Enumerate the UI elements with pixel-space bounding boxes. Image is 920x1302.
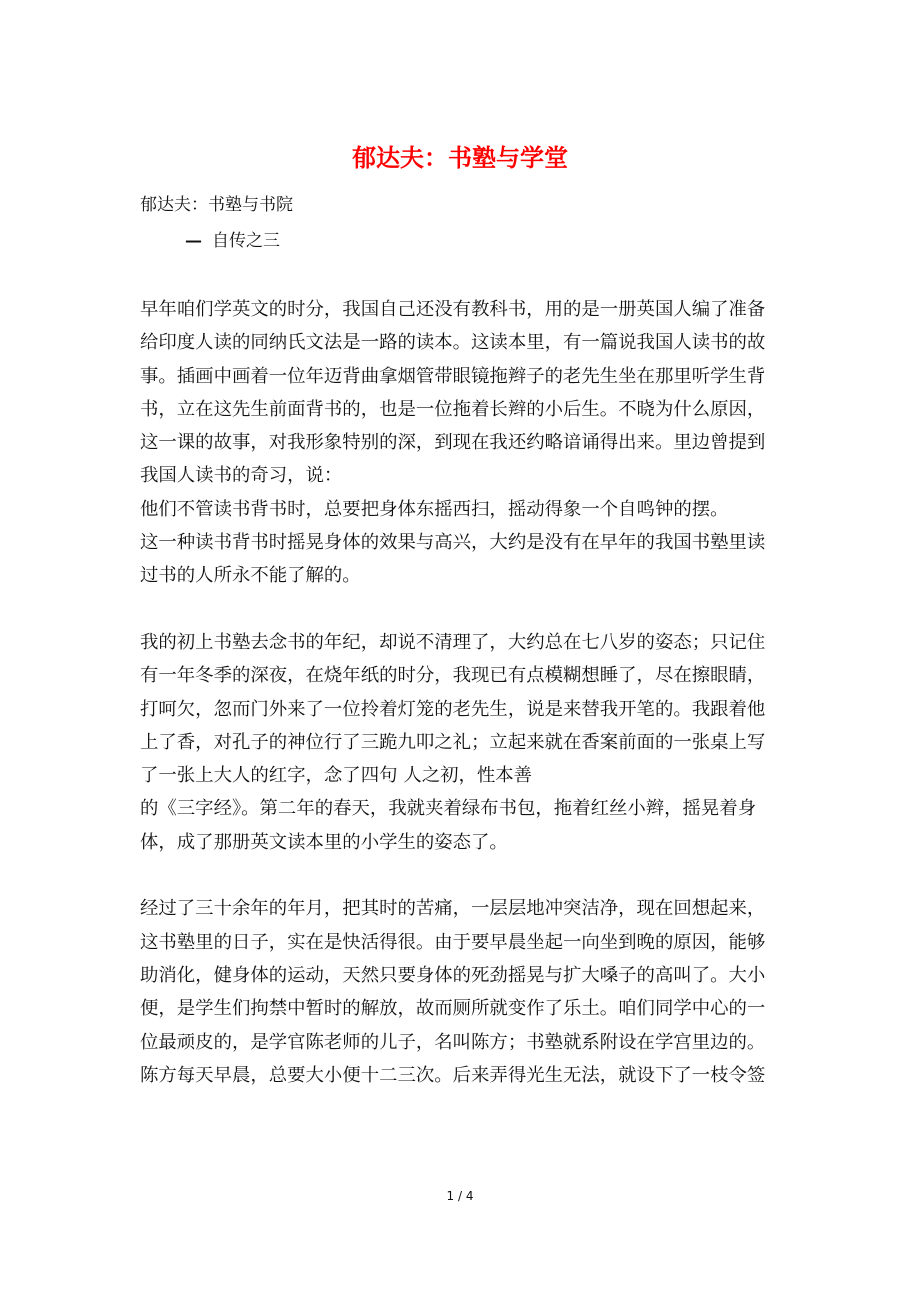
text-line: 书，立在这先生前面背书的，也是一位拖着长辫的小后生。不晓为什么原因， <box>140 398 766 420</box>
text-line: 给印度人读的同纳氏文法是一路的读本。这读本里，有一篇说我国人读书的故 <box>140 332 766 354</box>
text-line: 过书的人所永不能了解的。 <box>140 565 361 587</box>
text-line: 经过了三十余年的年月，把其时的苦痛，一层层地冲突洁净，现在回想起来， <box>140 898 766 920</box>
text-line: 打呵欠，忽而门外来了一位拎着灯笼的老先生，说是来替我开笔的。我跟着他 <box>140 698 766 720</box>
text-line: 有一年冬季的深夜，在烧年纸的时分，我现已有点模糊想睡了，尽在擦眼睛， <box>140 665 766 687</box>
dash: — <box>185 231 202 251</box>
text-line: 便，是学生们拘禁中暂时的解放，故而厕所就变作了乐土。咱们同学中心的一 <box>140 998 766 1020</box>
text-line: 事。插画中画着一位年迈背曲拿烟管带眼镜拖辫子的老先生坐在那里听学生背 <box>140 365 766 387</box>
text-line: 的《三字经》。第二年的春天，我就夹着绿布书包，拖着红丝小辫，摇晃着身 <box>140 798 757 820</box>
text-line: 我国人读书的奇习，说： <box>140 465 343 487</box>
paragraph <box>140 892 780 1092</box>
subtitle-line-2 <box>185 226 280 251</box>
text-line: 这一种读书背书时摇晃身体的效果与高兴，大约是没有在早年的我国书塾里读 <box>140 532 766 554</box>
subtitle-series: 自传之三 <box>212 231 280 251</box>
text-line: 位最顽皮的，是学官陈老师的儿子，名叫陈方；书塾就系附设在学宫里边的。 <box>140 1031 766 1053</box>
document-body <box>140 293 780 1092</box>
text-line: 这书塾里的日子，实在是快活得很。由于要早晨坐起一向坐到晚的原因，能够 <box>140 931 766 953</box>
text-line: 他们不管读书背书时，总要把身体东摇西扫，摇动得象一个自鸣钟的摆。 <box>140 498 729 520</box>
text-line: 这一课的故事，对我形象特别的深，到现在我还约略谙诵得出来。里边曾提到 <box>140 432 766 454</box>
text-line: 陈方每天早晨，总要大小便十二三次。后来弄得光生无法，就设下了一枝令签 <box>140 1064 766 1086</box>
document-title: 郁达夫：书塾与学堂 <box>352 144 568 172</box>
paragraph-gap <box>140 593 780 626</box>
paragraph <box>140 293 780 593</box>
page-number: 1 / 4 <box>446 1189 474 1203</box>
text-line: 了一张上大人的红字，念了四句 人之初，性本善 <box>140 765 533 787</box>
text-line: 早年咱们学英文的时分，我国自己还没有教科书，用的是一册英国人编了准备 <box>140 299 766 320</box>
subtitle: 郁达夫：书塾与书院 <box>140 195 293 215</box>
text-line: 我的初上书塾去念书的年纪，却说不清理了，大约总在七八岁的姿态；只记住 <box>140 631 766 653</box>
text-line: 体，成了那册英文读本里的小学生的姿态了。 <box>140 831 508 853</box>
paragraph <box>140 626 780 859</box>
paragraph-gap <box>140 859 780 892</box>
text-line: 上了香，对孔子的神位行了三跪九叩之礼；立起来就在香案前面的一张桌上写 <box>140 731 766 753</box>
text-line: 助消化，健身体的运动，天然只要身体的死劲摇晃与扩大嗓子的高叫了。大小 <box>140 964 766 986</box>
